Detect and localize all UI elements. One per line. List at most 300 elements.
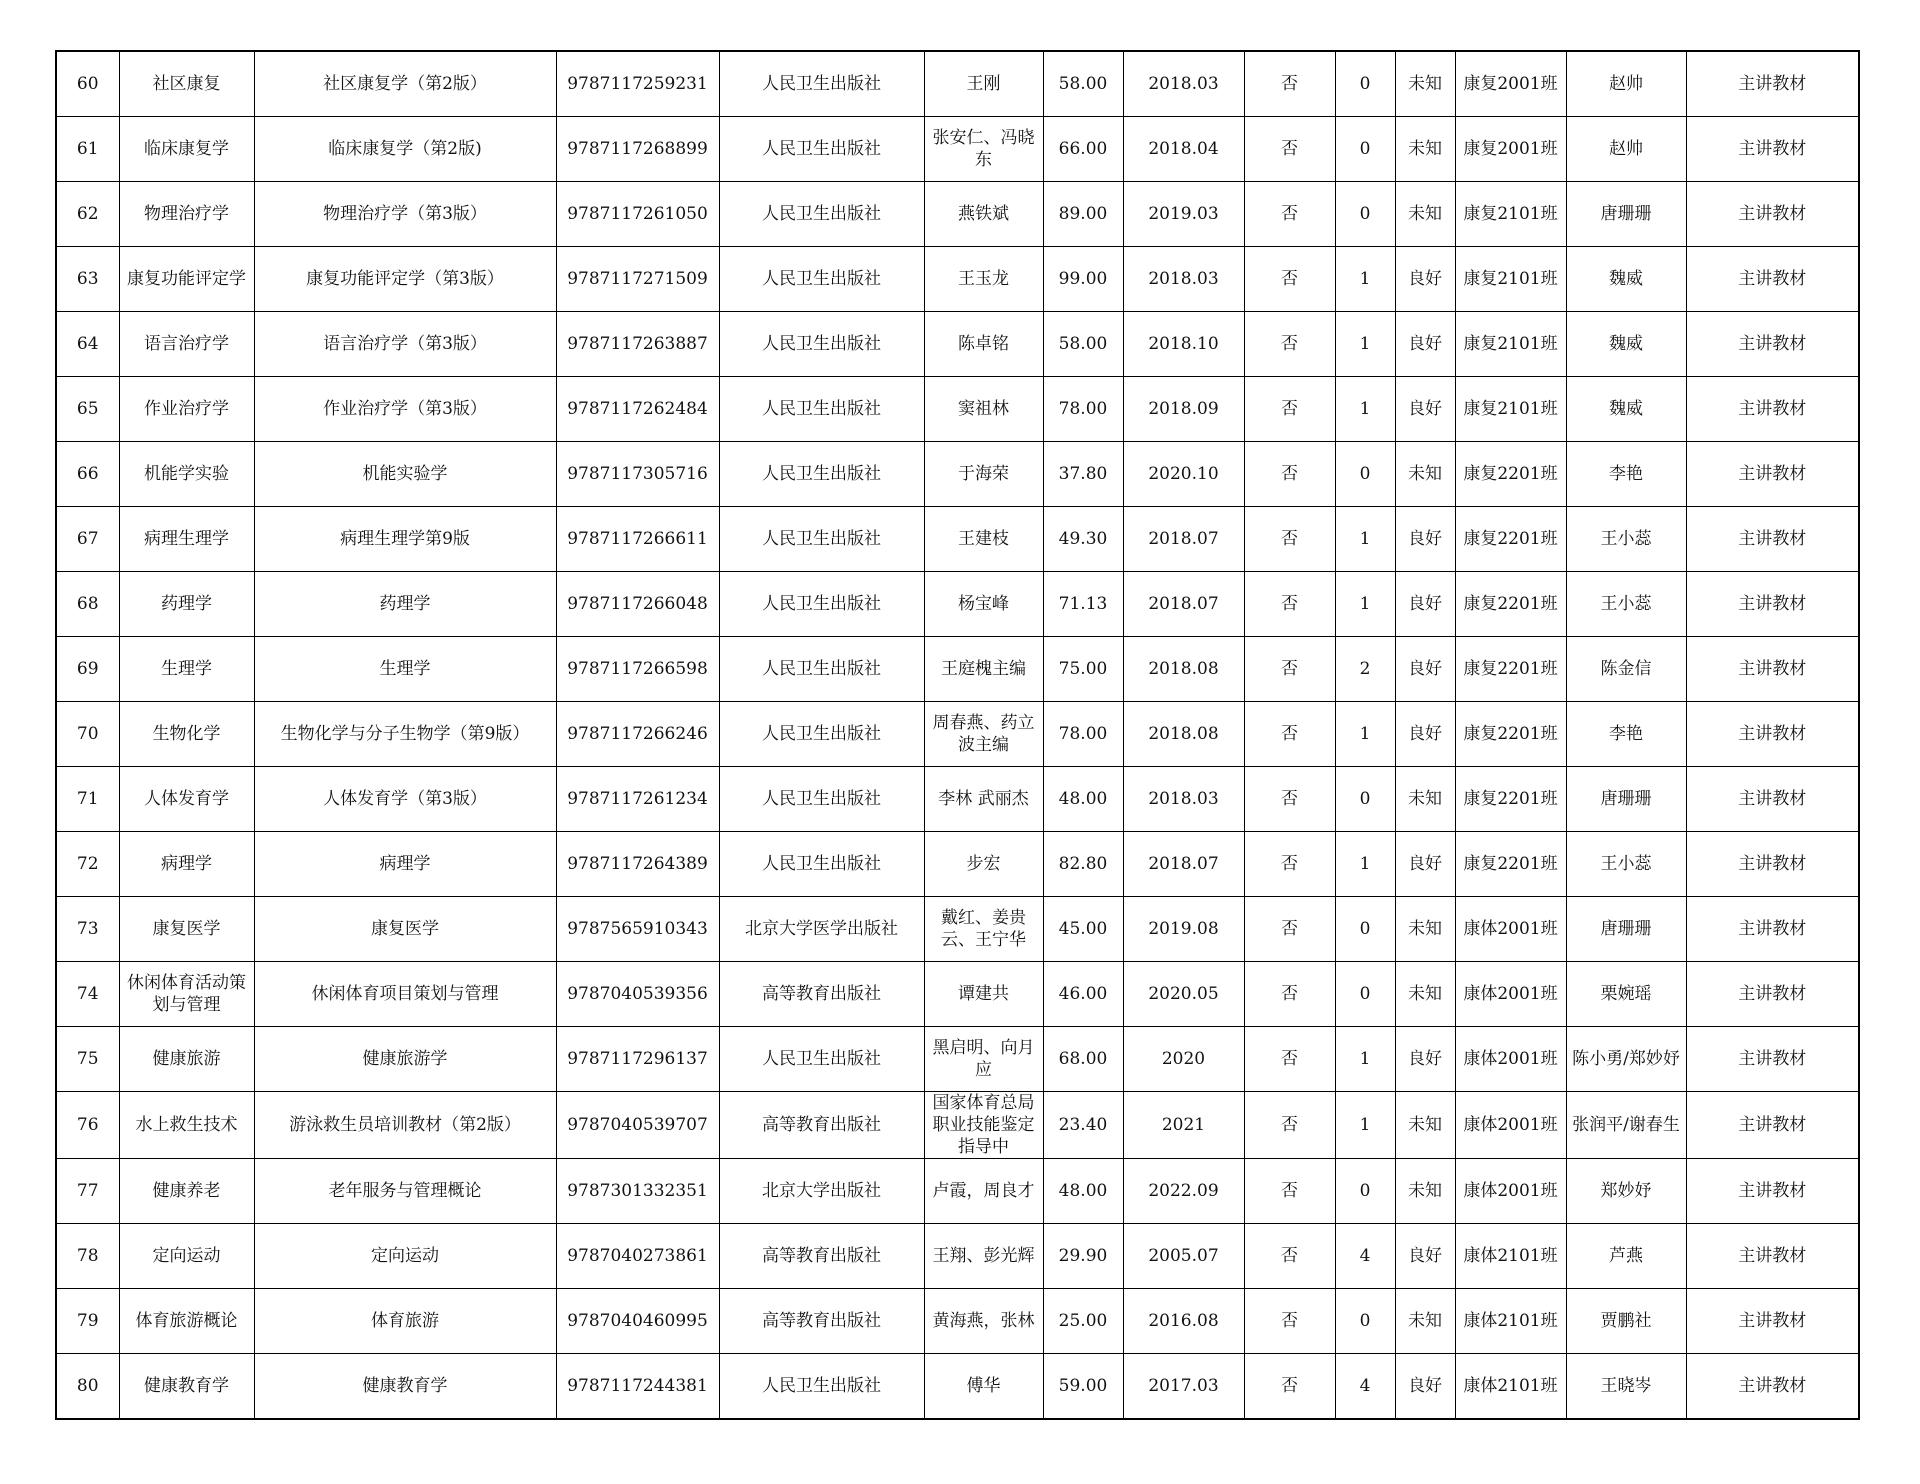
cell-count: 1 xyxy=(1335,507,1395,572)
cell-author: 燕铁斌 xyxy=(924,182,1043,247)
cell-publish-date: 2019.03 xyxy=(1123,182,1244,247)
cell-publish-date: 2018.03 xyxy=(1123,247,1244,312)
cell-price: 25.00 xyxy=(1043,1289,1123,1354)
cell-course-name: 药理学 xyxy=(119,572,254,637)
cell-count: 1 xyxy=(1335,377,1395,442)
table-row xyxy=(56,442,1859,507)
table-row xyxy=(56,51,1859,117)
cell-author: 窦祖林 xyxy=(924,377,1043,442)
cell-row-number: 68 xyxy=(56,572,119,637)
cell-usage-type: 主讲教材 xyxy=(1686,442,1859,507)
table-row xyxy=(56,1027,1859,1092)
cell-publisher: 北京大学医学出版社 xyxy=(719,897,924,962)
table-row xyxy=(56,1289,1859,1354)
cell-author: 傅华 xyxy=(924,1354,1043,1420)
cell-count: 1 xyxy=(1335,832,1395,897)
table-row xyxy=(56,1224,1859,1289)
cell-class-name: 康复2201班 xyxy=(1455,702,1566,767)
cell-teacher: 郑妙妤 xyxy=(1566,1159,1686,1224)
cell-teacher: 魏威 xyxy=(1566,312,1686,377)
cell-usage-type: 主讲教材 xyxy=(1686,377,1859,442)
cell-row-number: 72 xyxy=(56,832,119,897)
cell-row-number: 76 xyxy=(56,1092,119,1159)
cell-isbn: 9787301332351 xyxy=(556,1159,719,1224)
cell-textbook-title: 作业治疗学（第3版） xyxy=(254,377,556,442)
cell-publish-date: 2018.09 xyxy=(1123,377,1244,442)
cell-publisher: 人民卫生出版社 xyxy=(719,832,924,897)
cell-textbook-title: 病理学 xyxy=(254,832,556,897)
cell-price: 66.00 xyxy=(1043,117,1123,182)
cell-usage-type: 主讲教材 xyxy=(1686,637,1859,702)
cell-count: 4 xyxy=(1335,1224,1395,1289)
cell-teacher: 唐珊珊 xyxy=(1566,897,1686,962)
cell-count: 0 xyxy=(1335,767,1395,832)
table-row xyxy=(56,507,1859,572)
cell-price: 37.80 xyxy=(1043,442,1123,507)
table-row xyxy=(56,117,1859,182)
cell-rating: 未知 xyxy=(1395,442,1455,507)
cell-isbn: 9787117296137 xyxy=(556,1027,719,1092)
cell-textbook-title: 社区康复学（第2版） xyxy=(254,51,556,117)
cell-isbn: 9787040460995 xyxy=(556,1289,719,1354)
cell-class-name: 康复2201班 xyxy=(1455,832,1566,897)
cell-price: 71.13 xyxy=(1043,572,1123,637)
cell-author: 陈卓铭 xyxy=(924,312,1043,377)
cell-flag: 否 xyxy=(1244,1092,1335,1159)
cell-rating: 良好 xyxy=(1395,1224,1455,1289)
cell-teacher: 李艳 xyxy=(1566,702,1686,767)
cell-row-number: 74 xyxy=(56,962,119,1027)
cell-flag: 否 xyxy=(1244,1159,1335,1224)
cell-isbn: 9787117261050 xyxy=(556,182,719,247)
cell-isbn: 9787040273861 xyxy=(556,1224,719,1289)
cell-course-name: 物理治疗学 xyxy=(119,182,254,247)
cell-rating: 良好 xyxy=(1395,702,1455,767)
table-row xyxy=(56,832,1859,897)
cell-class-name: 康复2101班 xyxy=(1455,247,1566,312)
cell-price: 78.00 xyxy=(1043,377,1123,442)
cell-flag: 否 xyxy=(1244,377,1335,442)
cell-usage-type: 主讲教材 xyxy=(1686,312,1859,377)
cell-flag: 否 xyxy=(1244,312,1335,377)
cell-usage-type: 主讲教材 xyxy=(1686,702,1859,767)
cell-price: 75.00 xyxy=(1043,637,1123,702)
cell-row-number: 69 xyxy=(56,637,119,702)
cell-textbook-title: 康复医学 xyxy=(254,897,556,962)
cell-count: 0 xyxy=(1335,897,1395,962)
cell-publish-date: 2020 xyxy=(1123,1027,1244,1092)
cell-class-name: 康复2001班 xyxy=(1455,117,1566,182)
cell-count: 2 xyxy=(1335,637,1395,702)
cell-flag: 否 xyxy=(1244,702,1335,767)
cell-publish-date: 2016.08 xyxy=(1123,1289,1244,1354)
cell-class-name: 康复2201班 xyxy=(1455,507,1566,572)
cell-count: 1 xyxy=(1335,702,1395,767)
cell-course-name: 定向运动 xyxy=(119,1224,254,1289)
cell-class-name: 康体2101班 xyxy=(1455,1354,1566,1420)
cell-publisher: 高等教育出版社 xyxy=(719,1289,924,1354)
cell-row-number: 60 xyxy=(56,51,119,117)
cell-flag: 否 xyxy=(1244,247,1335,312)
cell-count: 0 xyxy=(1335,1289,1395,1354)
cell-publish-date: 2018.07 xyxy=(1123,572,1244,637)
cell-author: 王刚 xyxy=(924,51,1043,117)
cell-author: 国家体育总局职业技能鉴定指导中 xyxy=(924,1092,1043,1159)
cell-isbn: 9787040539356 xyxy=(556,962,719,1027)
cell-textbook-title: 健康旅游学 xyxy=(254,1027,556,1092)
cell-flag: 否 xyxy=(1244,117,1335,182)
cell-course-name: 机能学实验 xyxy=(119,442,254,507)
cell-row-number: 79 xyxy=(56,1289,119,1354)
cell-rating: 良好 xyxy=(1395,832,1455,897)
cell-class-name: 康体2001班 xyxy=(1455,1092,1566,1159)
cell-publisher: 人民卫生出版社 xyxy=(719,702,924,767)
cell-flag: 否 xyxy=(1244,507,1335,572)
cell-flag: 否 xyxy=(1244,1027,1335,1092)
cell-row-number: 67 xyxy=(56,507,119,572)
cell-usage-type: 主讲教材 xyxy=(1686,1027,1859,1092)
cell-author: 谭建共 xyxy=(924,962,1043,1027)
cell-isbn: 9787117264389 xyxy=(556,832,719,897)
cell-author: 王建枝 xyxy=(924,507,1043,572)
cell-course-name: 健康旅游 xyxy=(119,1027,254,1092)
cell-publish-date: 2020.10 xyxy=(1123,442,1244,507)
cell-author: 王翔、彭光辉 xyxy=(924,1224,1043,1289)
cell-teacher: 唐珊珊 xyxy=(1566,767,1686,832)
table-row xyxy=(56,897,1859,962)
cell-row-number: 77 xyxy=(56,1159,119,1224)
cell-publisher: 人民卫生出版社 xyxy=(719,1027,924,1092)
cell-publisher: 人民卫生出版社 xyxy=(719,442,924,507)
cell-count: 1 xyxy=(1335,1092,1395,1159)
cell-course-name: 病理学 xyxy=(119,832,254,897)
cell-publish-date: 2018.07 xyxy=(1123,832,1244,897)
cell-author: 王庭槐主编 xyxy=(924,637,1043,702)
cell-rating: 良好 xyxy=(1395,247,1455,312)
cell-class-name: 康体2001班 xyxy=(1455,962,1566,1027)
cell-price: 48.00 xyxy=(1043,1159,1123,1224)
cell-rating: 良好 xyxy=(1395,1027,1455,1092)
cell-textbook-title: 休闲体育项目策划与管理 xyxy=(254,962,556,1027)
cell-publish-date: 2021 xyxy=(1123,1092,1244,1159)
cell-publisher: 人民卫生出版社 xyxy=(719,1354,924,1420)
cell-flag: 否 xyxy=(1244,182,1335,247)
cell-teacher: 陈金信 xyxy=(1566,637,1686,702)
cell-course-name: 水上救生技术 xyxy=(119,1092,254,1159)
cell-rating: 未知 xyxy=(1395,897,1455,962)
cell-row-number: 80 xyxy=(56,1354,119,1420)
cell-flag: 否 xyxy=(1244,962,1335,1027)
cell-price: 89.00 xyxy=(1043,182,1123,247)
cell-class-name: 康体2101班 xyxy=(1455,1224,1566,1289)
cell-author: 张安仁、冯晓东 xyxy=(924,117,1043,182)
cell-flag: 否 xyxy=(1244,1354,1335,1420)
cell-teacher: 赵帅 xyxy=(1566,117,1686,182)
cell-isbn: 9787117244381 xyxy=(556,1354,719,1420)
cell-teacher: 芦燕 xyxy=(1566,1224,1686,1289)
table-row xyxy=(56,637,1859,702)
cell-row-number: 64 xyxy=(56,312,119,377)
cell-isbn: 9787117259231 xyxy=(556,51,719,117)
cell-usage-type: 主讲教材 xyxy=(1686,117,1859,182)
cell-course-name: 病理生理学 xyxy=(119,507,254,572)
cell-row-number: 61 xyxy=(56,117,119,182)
cell-usage-type: 主讲教材 xyxy=(1686,247,1859,312)
cell-usage-type: 主讲教材 xyxy=(1686,832,1859,897)
cell-usage-type: 主讲教材 xyxy=(1686,1354,1859,1420)
cell-count: 0 xyxy=(1335,117,1395,182)
cell-usage-type: 主讲教材 xyxy=(1686,1092,1859,1159)
cell-rating: 未知 xyxy=(1395,962,1455,1027)
cell-author: 黑启明、向月应 xyxy=(924,1027,1043,1092)
cell-usage-type: 主讲教材 xyxy=(1686,182,1859,247)
cell-rating: 良好 xyxy=(1395,1354,1455,1420)
table-row xyxy=(56,1092,1859,1159)
cell-teacher: 赵帅 xyxy=(1566,51,1686,117)
cell-class-name: 康复2201班 xyxy=(1455,442,1566,507)
cell-teacher: 李艳 xyxy=(1566,442,1686,507)
cell-teacher: 王小蕊 xyxy=(1566,507,1686,572)
cell-count: 4 xyxy=(1335,1354,1395,1420)
cell-author: 卢霞，周良才 xyxy=(924,1159,1043,1224)
cell-course-name: 生物化学 xyxy=(119,702,254,767)
cell-usage-type: 主讲教材 xyxy=(1686,51,1859,117)
cell-count: 0 xyxy=(1335,182,1395,247)
cell-rating: 未知 xyxy=(1395,117,1455,182)
cell-publisher: 人民卫生出版社 xyxy=(719,637,924,702)
cell-publisher: 人民卫生出版社 xyxy=(719,117,924,182)
cell-publish-date: 2018.03 xyxy=(1123,51,1244,117)
cell-usage-type: 主讲教材 xyxy=(1686,1159,1859,1224)
cell-teacher: 张润平/谢春生 xyxy=(1566,1092,1686,1159)
cell-teacher: 贾鹏社 xyxy=(1566,1289,1686,1354)
cell-price: 99.00 xyxy=(1043,247,1123,312)
cell-publish-date: 2018.07 xyxy=(1123,507,1244,572)
cell-count: 0 xyxy=(1335,1159,1395,1224)
cell-usage-type: 主讲教材 xyxy=(1686,1289,1859,1354)
cell-textbook-title: 生理学 xyxy=(254,637,556,702)
cell-course-name: 健康养老 xyxy=(119,1159,254,1224)
cell-flag: 否 xyxy=(1244,767,1335,832)
cell-course-name: 休闲体育活动策划与管理 xyxy=(119,962,254,1027)
cell-course-name: 康复医学 xyxy=(119,897,254,962)
cell-price: 58.00 xyxy=(1043,312,1123,377)
cell-isbn: 9787117268899 xyxy=(556,117,719,182)
cell-flag: 否 xyxy=(1244,51,1335,117)
cell-class-name: 康复2201班 xyxy=(1455,767,1566,832)
cell-flag: 否 xyxy=(1244,897,1335,962)
cell-row-number: 73 xyxy=(56,897,119,962)
cell-isbn: 9787565910343 xyxy=(556,897,719,962)
cell-course-name: 生理学 xyxy=(119,637,254,702)
cell-price: 58.00 xyxy=(1043,51,1123,117)
table-row xyxy=(56,247,1859,312)
cell-textbook-title: 体育旅游 xyxy=(254,1289,556,1354)
cell-publisher: 人民卫生出版社 xyxy=(719,51,924,117)
cell-publish-date: 2018.04 xyxy=(1123,117,1244,182)
cell-teacher: 王小蕊 xyxy=(1566,832,1686,897)
cell-textbook-title: 生物化学与分子生物学（第9版） xyxy=(254,702,556,767)
cell-row-number: 75 xyxy=(56,1027,119,1092)
cell-rating: 未知 xyxy=(1395,182,1455,247)
cell-row-number: 63 xyxy=(56,247,119,312)
cell-textbook-title: 康复功能评定学（第3版） xyxy=(254,247,556,312)
cell-author: 李林 武丽杰 xyxy=(924,767,1043,832)
cell-course-name: 健康教育学 xyxy=(119,1354,254,1420)
table-body xyxy=(56,51,1859,1419)
cell-course-name: 人体发育学 xyxy=(119,767,254,832)
cell-textbook-title: 药理学 xyxy=(254,572,556,637)
cell-row-number: 62 xyxy=(56,182,119,247)
cell-textbook-title: 游泳救生员培训教材（第2版） xyxy=(254,1092,556,1159)
cell-class-name: 康复2201班 xyxy=(1455,572,1566,637)
cell-flag: 否 xyxy=(1244,832,1335,897)
cell-price: 78.00 xyxy=(1043,702,1123,767)
cell-count: 1 xyxy=(1335,1027,1395,1092)
cell-class-name: 康复2201班 xyxy=(1455,637,1566,702)
cell-publisher: 人民卫生出版社 xyxy=(719,767,924,832)
cell-price: 49.30 xyxy=(1043,507,1123,572)
cell-author: 周春燕、药立波主编 xyxy=(924,702,1043,767)
cell-isbn: 9787117305716 xyxy=(556,442,719,507)
cell-count: 1 xyxy=(1335,247,1395,312)
cell-price: 23.40 xyxy=(1043,1092,1123,1159)
cell-isbn: 9787040539707 xyxy=(556,1092,719,1159)
cell-teacher: 王晓岑 xyxy=(1566,1354,1686,1420)
cell-price: 45.00 xyxy=(1043,897,1123,962)
cell-publisher: 北京大学出版社 xyxy=(719,1159,924,1224)
cell-teacher: 陈小勇/郑妙妤 xyxy=(1566,1027,1686,1092)
textbook-table xyxy=(55,50,1860,1420)
cell-flag: 否 xyxy=(1244,1289,1335,1354)
table-row xyxy=(56,572,1859,637)
cell-textbook-title: 物理治疗学（第3版） xyxy=(254,182,556,247)
cell-course-name: 社区康复 xyxy=(119,51,254,117)
cell-isbn: 9787117266598 xyxy=(556,637,719,702)
cell-flag: 否 xyxy=(1244,442,1335,507)
cell-usage-type: 主讲教材 xyxy=(1686,572,1859,637)
cell-rating: 未知 xyxy=(1395,1159,1455,1224)
cell-class-name: 康体2001班 xyxy=(1455,1159,1566,1224)
cell-textbook-title: 语言治疗学（第3版） xyxy=(254,312,556,377)
cell-course-name: 康复功能评定学 xyxy=(119,247,254,312)
cell-count: 1 xyxy=(1335,572,1395,637)
cell-course-name: 体育旅游概论 xyxy=(119,1289,254,1354)
table-row xyxy=(56,182,1859,247)
cell-textbook-title: 病理生理学第9版 xyxy=(254,507,556,572)
cell-publisher: 高等教育出版社 xyxy=(719,962,924,1027)
cell-isbn: 9787117266246 xyxy=(556,702,719,767)
cell-publish-date: 2018.08 xyxy=(1123,637,1244,702)
table-row xyxy=(56,767,1859,832)
cell-publish-date: 2005.07 xyxy=(1123,1224,1244,1289)
cell-course-name: 临床康复学 xyxy=(119,117,254,182)
cell-publish-date: 2019.08 xyxy=(1123,897,1244,962)
cell-publisher: 人民卫生出版社 xyxy=(719,182,924,247)
cell-price: 59.00 xyxy=(1043,1354,1123,1420)
table-row xyxy=(56,1354,1859,1420)
cell-row-number: 78 xyxy=(56,1224,119,1289)
cell-rating: 未知 xyxy=(1395,767,1455,832)
cell-publisher: 高等教育出版社 xyxy=(719,1092,924,1159)
cell-textbook-title: 老年服务与管理概论 xyxy=(254,1159,556,1224)
cell-price: 68.00 xyxy=(1043,1027,1123,1092)
cell-class-name: 康复2101班 xyxy=(1455,312,1566,377)
cell-price: 29.90 xyxy=(1043,1224,1123,1289)
table-row xyxy=(56,702,1859,767)
cell-class-name: 康复2101班 xyxy=(1455,377,1566,442)
cell-count: 0 xyxy=(1335,51,1395,117)
cell-rating: 未知 xyxy=(1395,51,1455,117)
cell-flag: 否 xyxy=(1244,572,1335,637)
cell-price: 48.00 xyxy=(1043,767,1123,832)
cell-teacher: 王小蕊 xyxy=(1566,572,1686,637)
cell-textbook-title: 定向运动 xyxy=(254,1224,556,1289)
cell-publisher: 人民卫生出版社 xyxy=(719,312,924,377)
cell-usage-type: 主讲教材 xyxy=(1686,1224,1859,1289)
cell-textbook-title: 健康教育学 xyxy=(254,1354,556,1420)
cell-isbn: 9787117262484 xyxy=(556,377,719,442)
cell-flag: 否 xyxy=(1244,1224,1335,1289)
cell-rating: 良好 xyxy=(1395,572,1455,637)
cell-usage-type: 主讲教材 xyxy=(1686,897,1859,962)
cell-publisher: 人民卫生出版社 xyxy=(719,507,924,572)
cell-author: 王玉龙 xyxy=(924,247,1043,312)
cell-flag: 否 xyxy=(1244,637,1335,702)
cell-rating: 良好 xyxy=(1395,507,1455,572)
cell-teacher: 魏威 xyxy=(1566,247,1686,312)
cell-publisher: 人民卫生出版社 xyxy=(719,572,924,637)
cell-row-number: 71 xyxy=(56,767,119,832)
cell-usage-type: 主讲教材 xyxy=(1686,962,1859,1027)
table-row xyxy=(56,377,1859,442)
cell-price: 46.00 xyxy=(1043,962,1123,1027)
cell-teacher: 魏威 xyxy=(1566,377,1686,442)
cell-textbook-title: 机能实验学 xyxy=(254,442,556,507)
cell-isbn: 9787117261234 xyxy=(556,767,719,832)
cell-isbn: 9787117263887 xyxy=(556,312,719,377)
cell-class-name: 康复2101班 xyxy=(1455,182,1566,247)
cell-publisher: 人民卫生出版社 xyxy=(719,247,924,312)
cell-publish-date: 2018.08 xyxy=(1123,702,1244,767)
cell-teacher: 栗婉瑶 xyxy=(1566,962,1686,1027)
cell-isbn: 9787117266611 xyxy=(556,507,719,572)
cell-rating: 良好 xyxy=(1395,312,1455,377)
cell-textbook-title: 临床康复学（第2版) xyxy=(254,117,556,182)
cell-rating: 未知 xyxy=(1395,1092,1455,1159)
cell-isbn: 9787117271509 xyxy=(556,247,719,312)
cell-publish-date: 2020.05 xyxy=(1123,962,1244,1027)
cell-count: 0 xyxy=(1335,442,1395,507)
cell-usage-type: 主讲教材 xyxy=(1686,767,1859,832)
cell-class-name: 康体2001班 xyxy=(1455,1027,1566,1092)
cell-rating: 良好 xyxy=(1395,377,1455,442)
cell-publish-date: 2017.03 xyxy=(1123,1354,1244,1420)
table-row xyxy=(56,962,1859,1027)
cell-publisher: 人民卫生出版社 xyxy=(719,377,924,442)
cell-class-name: 康复2001班 xyxy=(1455,51,1566,117)
cell-row-number: 65 xyxy=(56,377,119,442)
cell-author: 黄海燕，张林 xyxy=(924,1289,1043,1354)
table-row xyxy=(56,312,1859,377)
cell-count: 1 xyxy=(1335,312,1395,377)
cell-author: 步宏 xyxy=(924,832,1043,897)
cell-course-name: 语言治疗学 xyxy=(119,312,254,377)
cell-isbn: 9787117266048 xyxy=(556,572,719,637)
cell-usage-type: 主讲教材 xyxy=(1686,507,1859,572)
cell-row-number: 66 xyxy=(56,442,119,507)
cell-teacher: 唐珊珊 xyxy=(1566,182,1686,247)
